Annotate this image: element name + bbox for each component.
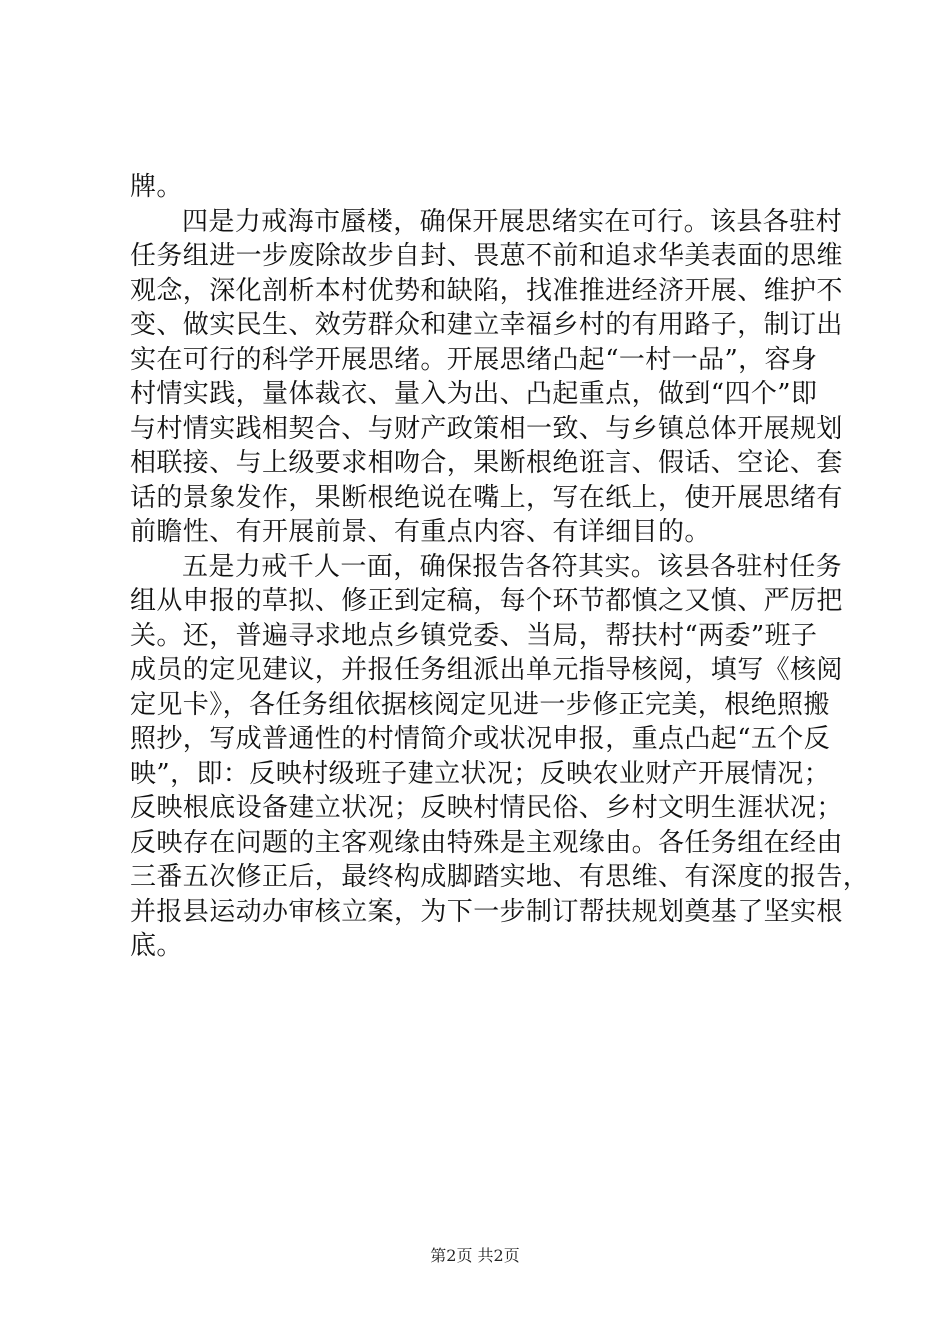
text-line: 照抄，写成普通性的村情简介或状况申报，重点凸起“五个反 <box>130 724 831 754</box>
text-line: 任务组进一步废除故步自封、畏葸不前和追求华美表面的思维 <box>130 241 843 271</box>
text-line: 组从申报的草拟、修正到定稿，每个环节都慎之又慎、严厉把 <box>130 586 843 616</box>
text-line: 牌。 <box>130 172 183 202</box>
text-line: 变、做实民生、效劳群众和建立幸福乡村的有用路子，制订出 <box>130 310 843 340</box>
text-line: 与村情实践相契合、与财产政策相一致、与乡镇总体开展规划 <box>130 413 843 444</box>
text-line: 前瞻性、有开展前景、有重点内容、有详细目的。 <box>130 517 711 547</box>
text-line: 并报县运动办审核立案，为下一步制订帮扶规划奠基了坚实根 <box>130 896 843 927</box>
page-number-footer: 第2页 共2页 <box>430 1246 520 1265</box>
text-line: 四是力戒海市蜃楼，确保开展思绪实在可行。该县各驻村 <box>182 206 843 237</box>
text-line: 反映根底设备建立状况；反映村情民俗、乡村文明生涯状况； <box>130 793 843 823</box>
text-line: 实在可行的科学开展思绪。开展思绪凸起“一村一品”，容身 <box>130 344 818 375</box>
text-line: 成员的定见建议，并报任务组派出单元指导核阅，填写《核阅 <box>130 655 843 685</box>
text-line: 观念，深化剖析本村优势和缺陷，找准推进经济开展、维护不 <box>130 275 843 306</box>
text-line: 五是力戒千人一面，确保报告各符其实。该县各驻村任务 <box>182 551 843 582</box>
text-line: 反映存在问题的主客观缘由特殊是主观缘由。各任务组在经由 <box>130 827 843 858</box>
text-line: 映”，即：反映村级班子建立状况；反映农业财产开展情况； <box>130 758 831 789</box>
text-line: 三番五次修正后，最终构成脚踏实地、有思维、有深度的报告， <box>130 862 870 892</box>
text-line: 相联接、与上级要求相吻合，果断根绝诳言、假话、空论、套 <box>130 448 843 478</box>
text-line: 底。 <box>130 931 183 961</box>
text-line: 村情实践，量体裁衣、量入为出、凸起重点，做到“四个”即 <box>130 379 818 409</box>
document-body <box>130 170 870 964</box>
text-line: 关。还，普遍寻求地点乡镇党委、当局，帮扶村“两委”班子 <box>130 620 818 651</box>
text-line: 定见卡》，各任务组依据核阅定见进一步修正完美，根绝照搬 <box>130 689 830 720</box>
text-line: 话的景象发作，果断根绝说在嘴上，写在纸上，使开展思绪有 <box>130 482 843 513</box>
